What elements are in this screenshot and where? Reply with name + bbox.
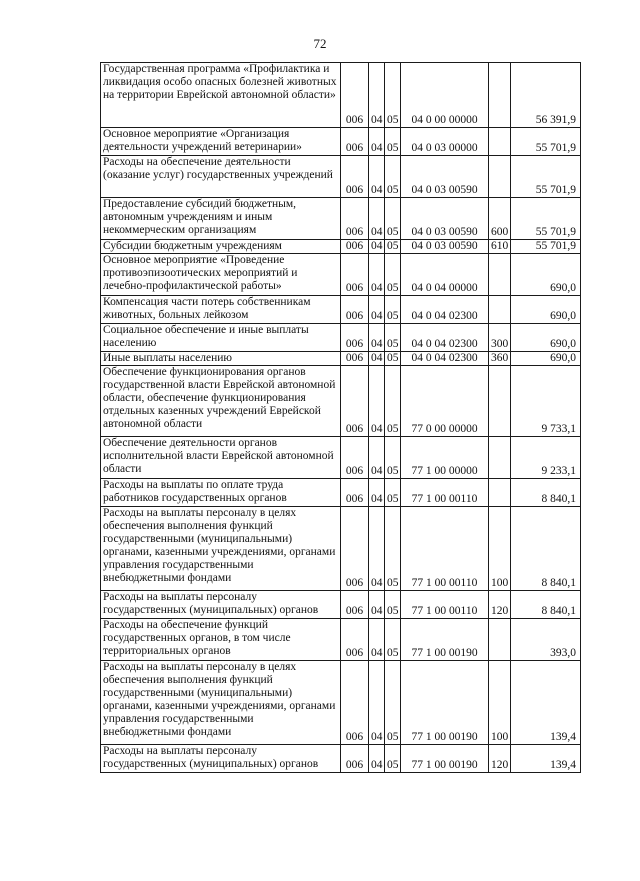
target-code: 77 1 00 00190 xyxy=(401,661,489,745)
target-code: 77 1 00 00110 xyxy=(401,479,489,507)
section-code: 04 xyxy=(369,324,385,352)
section-code: 04 xyxy=(369,661,385,745)
expense-type-code: 600 xyxy=(489,198,511,240)
table-row xyxy=(101,352,581,366)
amount: 8 840,1 xyxy=(511,479,581,507)
row-name: Предоставление субсидий бюджетным, автономным учреждениям и иным некоммерческим организациям xyxy=(101,198,341,240)
ministry-code: 006 xyxy=(341,240,369,254)
row-name: Расходы на выплаты персоналу государственных (муниципальных) органов xyxy=(101,591,341,619)
table-row xyxy=(101,591,581,619)
target-code: 77 0 00 00000 xyxy=(401,366,489,437)
table-row xyxy=(101,156,581,198)
expense-type-code xyxy=(489,479,511,507)
page-number: 72 xyxy=(313,36,327,51)
row-name: Обеспечение деятельности органов исполнительной власти Еврейской автономной области xyxy=(101,437,341,479)
row-name: Субсидии бюджетным учреждениям xyxy=(101,240,341,254)
section-code: 04 xyxy=(369,240,385,254)
target-code: 77 1 00 00190 xyxy=(401,619,489,661)
ministry-code: 006 xyxy=(341,366,369,437)
expense-type-code xyxy=(489,128,511,156)
ministry-code: 006 xyxy=(341,128,369,156)
subsection-code: 05 xyxy=(385,591,401,619)
target-code: 04 0 04 02300 xyxy=(401,324,489,352)
expense-type-code: 610 xyxy=(489,240,511,254)
target-code: 04 0 03 00590 xyxy=(401,240,489,254)
section-code: 04 xyxy=(369,352,385,366)
amount: 690,0 xyxy=(511,296,581,324)
ministry-code: 006 xyxy=(341,619,369,661)
amount: 55 701,9 xyxy=(511,156,581,198)
expense-type-code: 300 xyxy=(489,324,511,352)
table-row xyxy=(101,240,581,254)
table-row xyxy=(101,437,581,479)
ministry-code: 006 xyxy=(341,324,369,352)
table-row xyxy=(101,661,581,745)
expense-type-code xyxy=(489,156,511,198)
target-code: 77 1 00 00000 xyxy=(401,437,489,479)
target-code: 77 1 00 00190 xyxy=(401,745,489,773)
section-code: 04 xyxy=(369,591,385,619)
ministry-code: 006 xyxy=(341,591,369,619)
target-code: 04 0 03 00590 xyxy=(401,156,489,198)
table-row xyxy=(101,63,581,128)
expense-type-code: 360 xyxy=(489,352,511,366)
table-row xyxy=(101,479,581,507)
target-code: 77 1 00 00110 xyxy=(401,591,489,619)
subsection-code: 05 xyxy=(385,128,401,156)
expense-type-code xyxy=(489,619,511,661)
subsection-code: 05 xyxy=(385,661,401,745)
table-row xyxy=(101,745,581,773)
section-code: 04 xyxy=(369,254,385,296)
amount: 690,0 xyxy=(511,352,581,366)
row-name: Основное мероприятие «Проведение противоэпизоотических мероприятий и лечебно-профилактической работы» xyxy=(101,254,341,296)
amount: 8 840,1 xyxy=(511,591,581,619)
row-name: Расходы на выплаты персоналу в целях обеспечения выполнения функций государственными (муниципальными) органами, казенными учреждениями, органами управления государственными внебюджетными фондами xyxy=(101,507,341,591)
amount: 139,4 xyxy=(511,661,581,745)
table-body xyxy=(101,63,581,773)
amount: 56 391,9 xyxy=(511,63,581,128)
ministry-code: 006 xyxy=(341,352,369,366)
amount: 55 701,9 xyxy=(511,240,581,254)
target-code: 04 0 04 02300 xyxy=(401,296,489,324)
section-code: 04 xyxy=(369,619,385,661)
amount: 393,0 xyxy=(511,619,581,661)
amount: 55 701,9 xyxy=(511,128,581,156)
section-code: 04 xyxy=(369,156,385,198)
ministry-code: 006 xyxy=(341,745,369,773)
subsection-code: 05 xyxy=(385,619,401,661)
table-row xyxy=(101,254,581,296)
amount: 9 233,1 xyxy=(511,437,581,479)
ministry-code: 006 xyxy=(341,156,369,198)
section-code: 04 xyxy=(369,296,385,324)
ministry-code: 006 xyxy=(341,507,369,591)
target-code: 04 0 03 00000 xyxy=(401,128,489,156)
expense-type-code xyxy=(489,254,511,296)
expense-type-code xyxy=(489,296,511,324)
row-name: Расходы на обеспечение деятельности (оказание услуг) государственных учреждений xyxy=(101,156,341,198)
amount: 8 840,1 xyxy=(511,507,581,591)
section-code: 04 xyxy=(369,128,385,156)
row-name: Государственная программа «Профилактика и ликвидация особо опасных болезней животных на территории Еврейской автономной области» xyxy=(101,63,341,128)
row-name: Обеспечение функционирования органов государственной власти Еврейской автономной области, обеспечение функционирования отдельных казенных учреждений Еврейской автономной области xyxy=(101,366,341,437)
amount: 55 701,9 xyxy=(511,198,581,240)
expense-type-code xyxy=(489,437,511,479)
ministry-code: 006 xyxy=(341,254,369,296)
subsection-code: 05 xyxy=(385,437,401,479)
table-row xyxy=(101,324,581,352)
row-name: Компенсация части потерь собственникам животных, больных лейкозом xyxy=(101,296,341,324)
section-code: 04 xyxy=(369,198,385,240)
table-row xyxy=(101,366,581,437)
ministry-code: 006 xyxy=(341,63,369,128)
subsection-code: 05 xyxy=(385,366,401,437)
section-code: 04 xyxy=(369,507,385,591)
target-code: 04 0 04 02300 xyxy=(401,352,489,366)
subsection-code: 05 xyxy=(385,296,401,324)
row-name: Расходы на выплаты по оплате труда работников государственных органов xyxy=(101,479,341,507)
ministry-code: 006 xyxy=(341,479,369,507)
subsection-code: 05 xyxy=(385,63,401,128)
row-name: Иные выплаты населению xyxy=(101,352,341,366)
row-name: Расходы на обеспечение функций государственных органов, в том числе территориальных органов xyxy=(101,619,341,661)
subsection-code: 05 xyxy=(385,254,401,296)
section-code: 04 xyxy=(369,366,385,437)
section-code: 04 xyxy=(369,437,385,479)
table-row xyxy=(101,296,581,324)
ministry-code: 006 xyxy=(341,437,369,479)
section-code: 04 xyxy=(369,63,385,128)
expense-type-code xyxy=(489,366,511,437)
expense-type-code: 120 xyxy=(489,591,511,619)
subsection-code: 05 xyxy=(385,352,401,366)
amount: 9 733,1 xyxy=(511,366,581,437)
amount: 139,4 xyxy=(511,745,581,773)
ministry-code: 006 xyxy=(341,198,369,240)
subsection-code: 05 xyxy=(385,507,401,591)
expense-type-code: 100 xyxy=(489,507,511,591)
subsection-code: 05 xyxy=(385,324,401,352)
ministry-code: 006 xyxy=(341,296,369,324)
ministry-code: 006 xyxy=(341,661,369,745)
amount: 690,0 xyxy=(511,324,581,352)
target-code: 04 0 03 00590 xyxy=(401,198,489,240)
amount: 690,0 xyxy=(511,254,581,296)
table-row xyxy=(101,198,581,240)
row-name: Социальное обеспечение и иные выплаты населению xyxy=(101,324,341,352)
expense-type-code xyxy=(489,63,511,128)
subsection-code: 05 xyxy=(385,240,401,254)
row-name: Расходы на выплаты персоналу государственных (муниципальных) органов xyxy=(101,745,341,773)
table-row xyxy=(101,507,581,591)
section-code: 04 xyxy=(369,479,385,507)
subsection-code: 05 xyxy=(385,156,401,198)
subsection-code: 05 xyxy=(385,745,401,773)
expense-type-code: 120 xyxy=(489,745,511,773)
row-name: Расходы на выплаты персоналу в целях обеспечения выполнения функций государственными (муниципальными) органами, казенными учреждениями, органами управления государственными внебюджетными фондами xyxy=(101,661,341,745)
subsection-code: 05 xyxy=(385,198,401,240)
expense-type-code: 100 xyxy=(489,661,511,745)
table-row xyxy=(101,619,581,661)
target-code: 04 0 00 00000 xyxy=(401,63,489,128)
budget-table xyxy=(100,62,581,773)
section-code: 04 xyxy=(369,745,385,773)
row-name: Основное мероприятие «Организация деятельности учреждений ветеринарии» xyxy=(101,128,341,156)
target-code: 77 1 00 00110 xyxy=(401,507,489,591)
table-row xyxy=(101,128,581,156)
subsection-code: 05 xyxy=(385,479,401,507)
target-code: 04 0 04 00000 xyxy=(401,254,489,296)
